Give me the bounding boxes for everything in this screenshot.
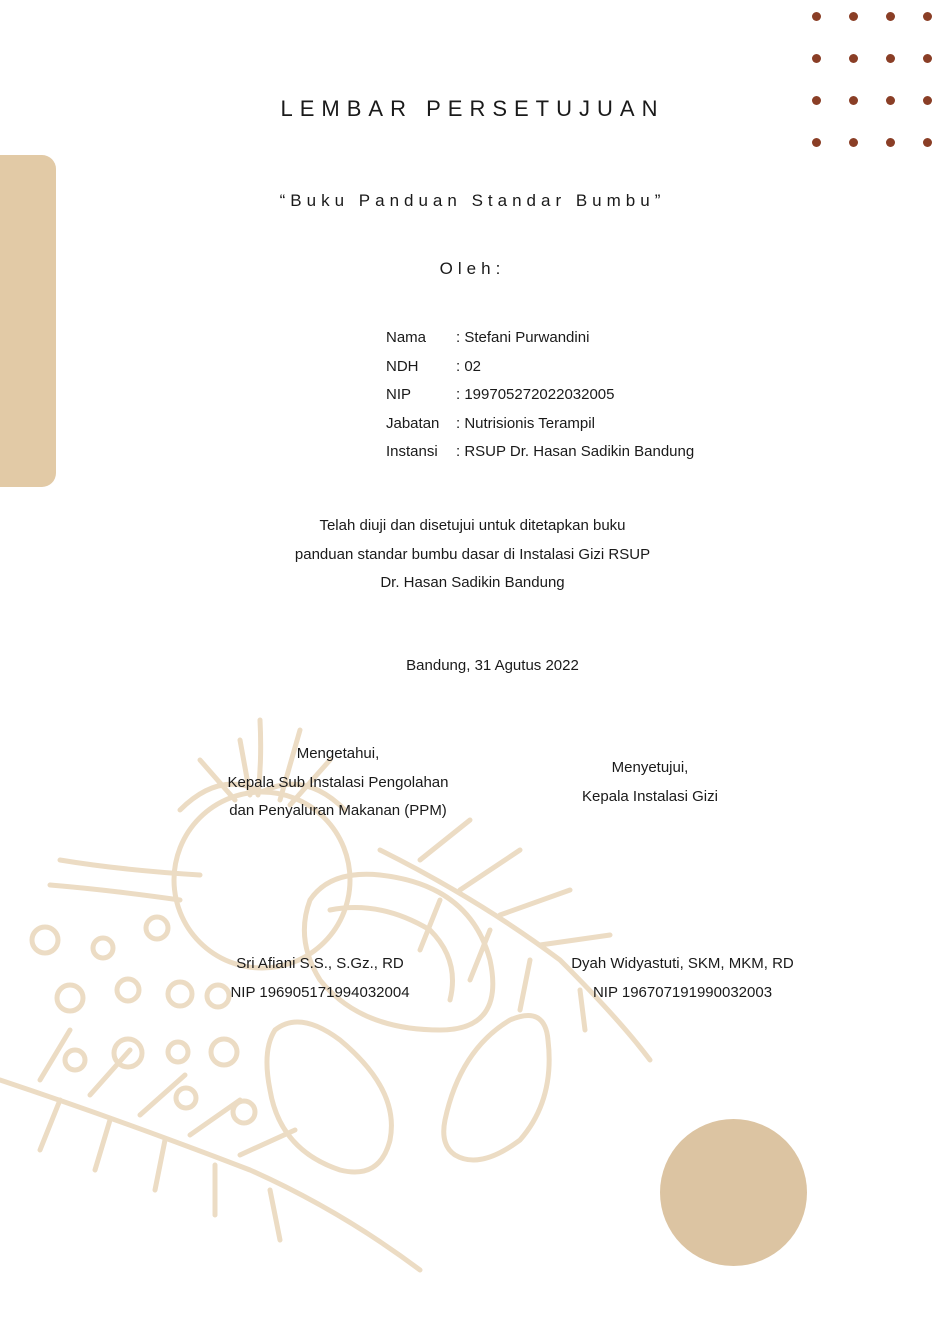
signatory-nip: NIP 196707191990032003 (592, 983, 773, 1001)
info-row-institution (386, 443, 694, 472)
statement-line: Telah diuji dan disetujui untuk ditetapkan buku (319, 517, 626, 534)
approval-statement (0, 512, 945, 598)
signatory-right-identity (560, 950, 805, 1007)
info-label: Instansi (386, 443, 438, 460)
info-row-nip (386, 386, 694, 415)
info-value: : 199705272022032005 (456, 386, 615, 403)
by-label: Oleh: (439, 259, 506, 278)
dot-grid-decoration (812, 12, 945, 160)
info-value: : Stefani Purwandini (456, 329, 590, 346)
statement-line: panduan standar bumbu dasar di Instalasi Gizi RSUP (294, 545, 651, 563)
signatory-role-line: Mengetahui, (296, 745, 380, 762)
page-title: LEMBAR PERSETUJUAN (280, 96, 665, 121)
info-label: Nama (386, 329, 427, 346)
info-label: NIP (386, 386, 412, 403)
info-label: NDH (386, 357, 419, 375)
info-value: : RSUP Dr. Hasan Sadikin Bandung (456, 443, 695, 460)
signatory-role-line: Kepala Instalasi Gizi (582, 787, 718, 805)
signatory-nip: NIP 196905171994032004 (230, 983, 410, 1001)
signatory-role-line: Menyetujui, (611, 759, 689, 776)
signatory-role-line: Kepala Sub Instalasi Pengolahan (227, 773, 449, 791)
info-row-ndh (386, 358, 694, 387)
info-row-position (386, 415, 694, 444)
info-label: Jabatan (386, 414, 440, 432)
info-value: : Nutrisionis Terampil (456, 414, 595, 432)
place-date: Bandung, 31 Agutus 2022 (406, 657, 579, 674)
signatory-role-line: dan Penyaluran Makanan (PPM) (229, 802, 447, 819)
signatory-left-heading (208, 740, 468, 826)
signatory-right-heading (560, 754, 740, 811)
signatory-name: Dyah Widyastuti, SKM, MKM, RD (571, 955, 794, 972)
signatory-name: Sri Afiani S.S., S.Gz., RD (236, 955, 404, 972)
info-row-name (386, 329, 694, 358)
food-illustration (0, 700, 945, 1337)
author-info (386, 329, 694, 472)
info-value: : 02 (456, 357, 482, 375)
book-title: “Buku Panduan Standar Bumbu” (279, 191, 666, 210)
signatory-left-identity (200, 950, 440, 1007)
statement-line: Dr. Hasan Sadikin Bandung (380, 574, 565, 591)
beige-circle-decoration (660, 1119, 807, 1266)
